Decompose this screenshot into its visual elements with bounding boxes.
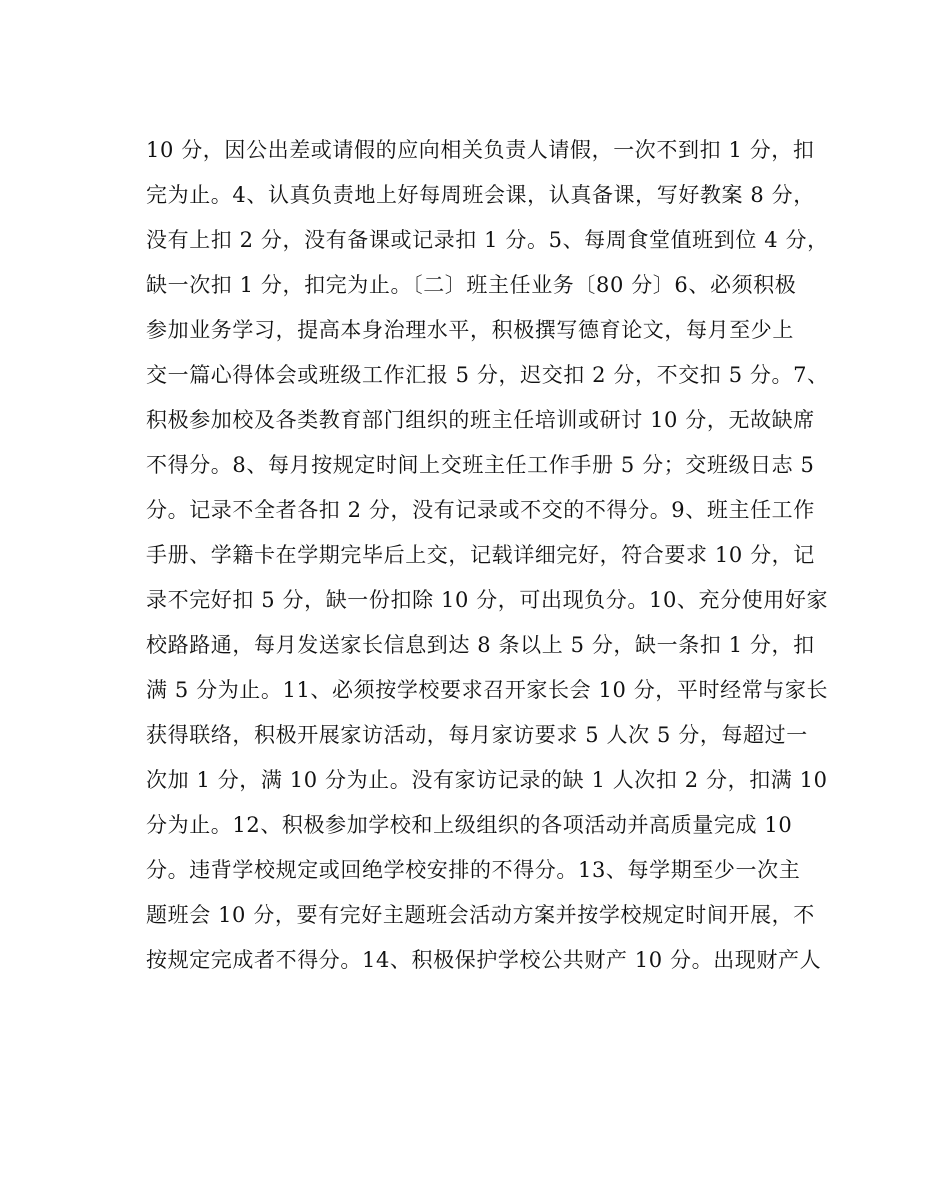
text-line: 满 5 分为止。11、必须按学校要求召开家长会 10 分，平时经常与家长 xyxy=(146,678,829,702)
text-line: 缺一次扣 1 分，扣完为止。〔二〕班主任业务〔80 分〕6、必须积极 xyxy=(146,273,797,297)
text-line: 没有上扣 2 分，没有备课或记录扣 1 分。5、每周食堂值班到位 4 分， xyxy=(146,228,829,252)
text-line: 录不完好扣 5 分，缺一份扣除 10 分，可出现负分。10、充分使用好家 xyxy=(146,588,829,612)
text-line: 分。违背学校规定或回绝学校安排的不得分。13、每学期至少一次主 xyxy=(146,858,801,882)
text-line: 次加 1 分，满 10 分为止。没有家访记录的缺 1 人次扣 2 分，扣满 10 xyxy=(146,768,828,792)
text-line: 分。记录不全者各扣 2 分，没有记录或不交的不得分。9、班主任工作 xyxy=(146,498,815,522)
document-body xyxy=(146,128,829,983)
text-line: 10 分，因公出差或请假的应向相关负责人请假，一次不到扣 1 分，扣 xyxy=(146,138,815,162)
text-line: 题班会 10 分，要有完好主题班会活动方案并按学校规定时间开展，不 xyxy=(146,903,815,927)
text-line: 参加业务学习，提高本身治理水平，积极撰写德育论文，每月至少上 xyxy=(146,318,794,342)
text-line: 手册、学籍卡在学期完毕后上交，记载详细完好，符合要求 10 分，记 xyxy=(146,543,815,567)
text-line: 不得分。8、每月按规定时间上交班主任工作手册 5 分；交班级日志 5 xyxy=(146,453,815,477)
text-line: 交一篇心得体会或班级工作汇报 5 分，迟交扣 2 分，不交扣 5 分。7、 xyxy=(146,363,829,387)
text-line: 校路路通，每月发送家长信息到达 8 条以上 5 分，缺一条扣 1 分，扣 xyxy=(146,633,815,657)
text-line: 完为止。4、认真负责地上好每周班会课，认真备课，写好教案 8 分， xyxy=(146,183,815,207)
text-line: 按规定完成者不得分。14、积极保护学校公共财产 10 分。出现财产人 xyxy=(146,948,822,972)
text-line: 积极参加校及各类教育部门组织的班主任培训或研讨 10 分，无故缺席 xyxy=(146,408,815,432)
text-line: 获得联络，积极开展家访活动，每月家访要求 5 人次 5 分，每超过一 xyxy=(146,723,808,747)
text-line: 分为止。12、积极参加学校和上级组织的各项活动并高质量完成 10 xyxy=(146,813,793,837)
